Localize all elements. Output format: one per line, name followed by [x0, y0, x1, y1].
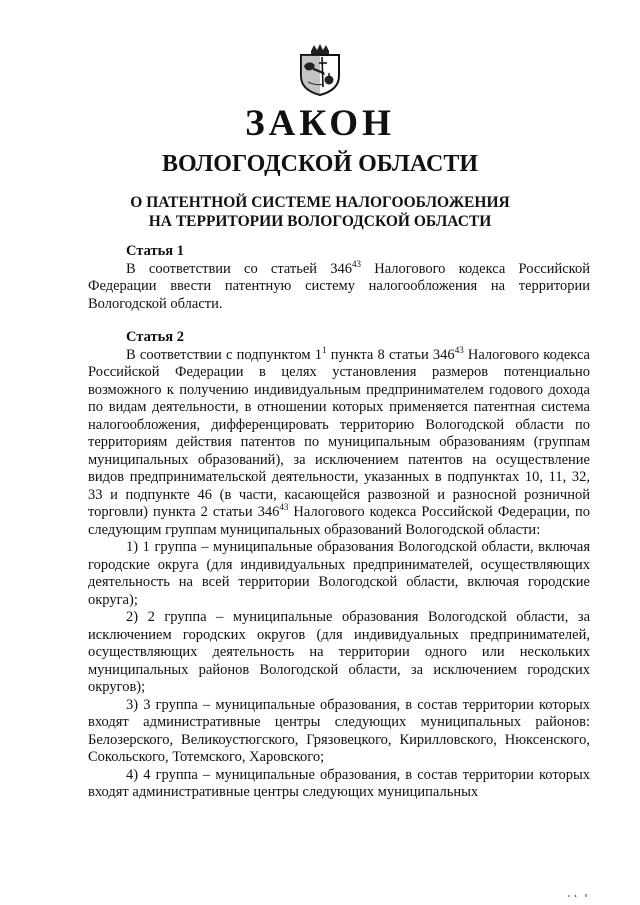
document-heading-line-1: О ПАТЕНТНОЙ СИСТЕМЕ НАЛОГООБЛОЖЕНИЯ: [130, 194, 510, 211]
article-1-title: Статья 1: [126, 243, 184, 259]
article-2-intro-b: пункта 8 статьи 346: [326, 346, 455, 363]
article-2-intro-c: Налогового кодекса Российской Федерации в целях установления размеров потенциально возможного к получению индивидуальным предпринимателем годового дохода по видам деятельности, в отношении которых применяется патентная система налогообложения, дифференцировать территорию Вологодской области по территориям действия патентов по муниципальным образованиям (группам муниципальных образований), за исключением патентов на осуществление видов предпринимательской деятельности, указанных в подпунктах 10, 11, 32, 33 и подпункте 46 (в части, касающейся развозной и разносной розничной торговли) пункта 2 статьи 346: [88, 346, 590, 520]
article-1-text-a: В соответствии со статьей 346: [126, 260, 353, 277]
article-2-item-4: 4) 4 группа – муниципальные образования, в состав территории которых входят административные центры следующих муниципальных: [88, 766, 590, 800]
article-1-paragraph: [88, 258, 590, 314]
article-2-item-1: 1) 1 группа – муниципальные образования Вологодской области, включая городские округа (для индивидуальных предпринимателей, осуществляющих деятельность на всей территории Вологодской области, включая городские округа);: [88, 539, 590, 608]
document-heading-line-2: НА ТЕРРИТОРИИ ВОЛОГОДСКОЙ ОБЛАСТИ: [148, 213, 492, 230]
law-subtitle: ВОЛОГОДСКОЙ ОБЛАСТИ: [161, 151, 479, 177]
article-1-superscript: 43: [352, 258, 362, 269]
document-heading: [0, 193, 640, 231]
article-2-intro-d: Налогового кодекса Российской Федерации, по следующим группам муниципальных образований Вологодской области:: [88, 504, 590, 538]
article-2-intro-a: В соответствии с подпунктом 1: [126, 346, 323, 363]
article-1-text-b: Налогового кодекса Российской Федерации ввести патентную систему налогообложения на территории Вологодской области.: [88, 260, 590, 312]
article-2-item-3: 3) 3 группа – муниципальные образования, в состав территории которых входят административные центры следующих муниципальных районов: Белозерского, Великоустюгского, Грязовецкого, Кирилловского, Нюксенского, Сокольского, Тотемского, Харовского;: [88, 696, 590, 765]
article-2-title: Статья 2: [126, 329, 184, 345]
vologda-coat-of-arms-icon: [296, 42, 344, 96]
law-title: ЗАКОН: [245, 103, 395, 144]
article-2: [88, 329, 590, 802]
article-2-sup-1: 1: [322, 344, 327, 355]
article-2-item-2: 2) 2 группа – муниципальные образования Вологодской области, за исключением городских округов (для индивидуальных предпринимателей, осуществляющих деятельность на территории одного или нескольких муниципальных районов Вологодской области, за исключением городских округов);: [88, 609, 590, 695]
article-2-sup-2: 43: [454, 344, 464, 355]
article-2-intro: [88, 344, 590, 540]
article-1: [88, 243, 590, 313]
scan-artifact-mark: [566, 892, 606, 898]
article-2-sup-3: 43: [279, 502, 289, 513]
document-body: [88, 243, 590, 818]
